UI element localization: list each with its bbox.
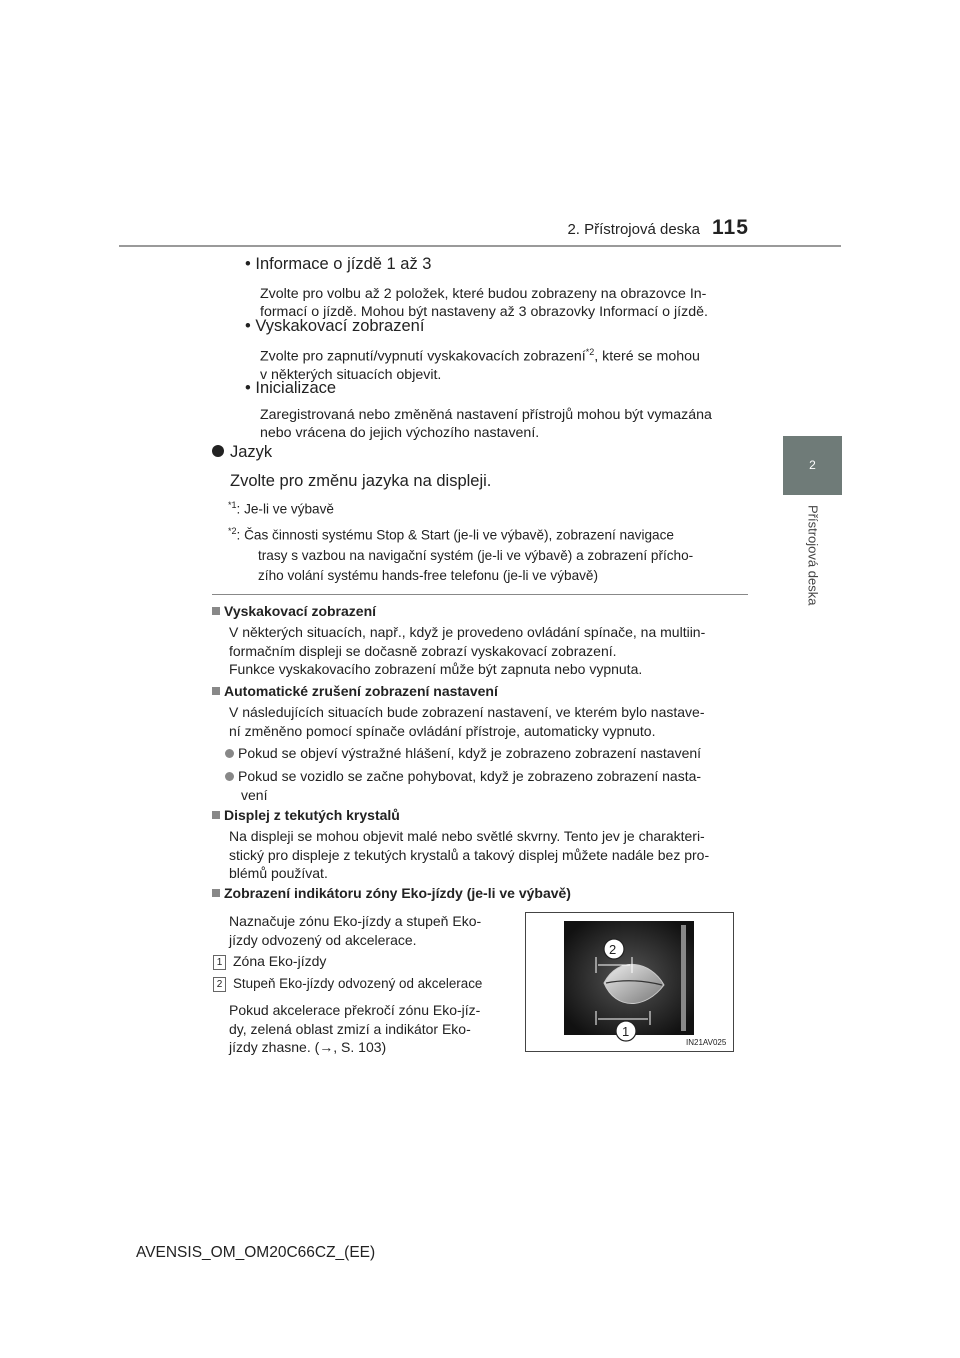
eco-indicator-illustration — [526, 913, 733, 1051]
chapter-tab-label: Přístrojová deska — [805, 505, 820, 606]
square-bullet-icon — [212, 811, 220, 819]
chapter-tab: 2 — [783, 436, 842, 495]
section-popup-body: V některých situacích, např., když je provedeno ovládání spínače, na multiin- formačním displeji se dočasně zobrazí vyskakovací zobrazení. Funkce vyskakovacího zobrazení může být zapnuta nebo vypnuta. — [229, 624, 706, 677]
section-popup-title: Vyskakovací zobrazení — [212, 603, 376, 619]
language-desc: Zvolte pro změnu jazyka na displeji. — [230, 472, 492, 490]
language-heading: Jazyk — [212, 443, 272, 462]
section-lcd-body: Na displeji se mohou objevit malé nebo světlé skvrny. Tento jev je charakteri- stický pro displeje z tekutých krystalů a takový displej můžete nadále bez pro- blémů používat. — [229, 828, 710, 881]
section-auto-cancel-title: Automatické zrušení zobrazení nastavení — [212, 683, 498, 699]
eco-indicator-figure — [525, 912, 734, 1052]
bullet-dot-icon — [225, 772, 234, 781]
item-init-desc: Zaregistrovaná nebo změněná nastavení přístrojů mohou být vymazána nebo vrácena do jejich výchozího nastavení. — [260, 407, 712, 441]
item-popup-desc: Zvolte pro zapnutí/vypnutí vyskakovacích zobrazení$^{*2}$, které se mohou v některých situacích objevit. — [260, 347, 700, 383]
footnote-2: $^{*2}$: Čas činnosti systému Stop & Start (je-li ve výbavě), zobrazení navigace trasy s vazbou na navigační systém (je-li ve výbavě) a zobrazení přícho- zího volání systému hands-free telefonu (je-li ve výbavě) — [228, 526, 694, 583]
section-eco-title: Zobrazení indikátoru zóny Eko-jízdy (je-li ve výbavě) — [212, 885, 571, 901]
square-bullet-icon — [212, 607, 220, 615]
item-trip-info-desc: Zvolte pro volbu až 2 položek, které budou zobrazeny na obrazovce In- formací o jízdě. Mohou být nastaveny až 3 obrazovky Informací o jízdě. — [260, 286, 708, 320]
item-trip-info-title: • Informace o jízdě 1 až 3 — [245, 255, 432, 273]
auto-cancel-bullet-2: Pokud se vozidlo se začne pohybovat, když je zobrazeno zobrazení nasta- vení — [225, 767, 755, 804]
eco-item-1: 1 Zóna Eko-jízdy — [213, 952, 326, 971]
footer-doc-code: AVENSIS_OM_OM20C66CZ_(EE) — [136, 1244, 376, 1261]
eco-item-2: 2 Stupeň Eko-jízdy odvozený od akcelerace — [213, 976, 482, 992]
figure-callout-2: 2 — [609, 942, 617, 957]
footnote-1: $^{*1}$: Je-li ve výbavě — [228, 500, 334, 517]
header-section-title: 2. Přístrojová deska — [567, 221, 700, 238]
figure-code: IN21AV025 — [686, 1038, 727, 1047]
auto-cancel-bullet-1: Pokud se objeví výstražné hlášení, když je zobrazeno zobrazení nastavení — [225, 744, 755, 763]
eco-intro: Naznačuje zónu Eko-jízdy a stupeň Eko- jízdy odvozený od akcelerace. — [229, 913, 482, 948]
item-popup-title: • Vyskakovací zobrazení — [245, 317, 425, 335]
section-lcd-title: Displej z tekutých krystalů — [212, 807, 400, 823]
bullet-dot-icon — [225, 749, 234, 758]
page-number: 115 — [712, 216, 749, 239]
header-rule — [119, 245, 841, 247]
item-init-title: • Inicializace — [245, 379, 337, 397]
square-bullet-icon — [212, 889, 220, 897]
figure-callout-1: 1 — [622, 1024, 630, 1039]
bullet-dot-icon — [212, 445, 224, 457]
square-bullet-icon — [212, 687, 220, 695]
section-divider — [212, 594, 748, 595]
eco-after: Pokud akcelerace překročí zónu Eko-jíz- dy, zelená oblast zmizí a indikátor Eko- jízdy zhasne. (→, S. 103) — [229, 1002, 481, 1055]
section-auto-cancel-body: V následujících situacích bude zobrazení nastavení, ve kterém bylo nastave- ní změněno pomocí spínače ovládání přístroje, automaticky vypnuto. — [229, 704, 705, 739]
